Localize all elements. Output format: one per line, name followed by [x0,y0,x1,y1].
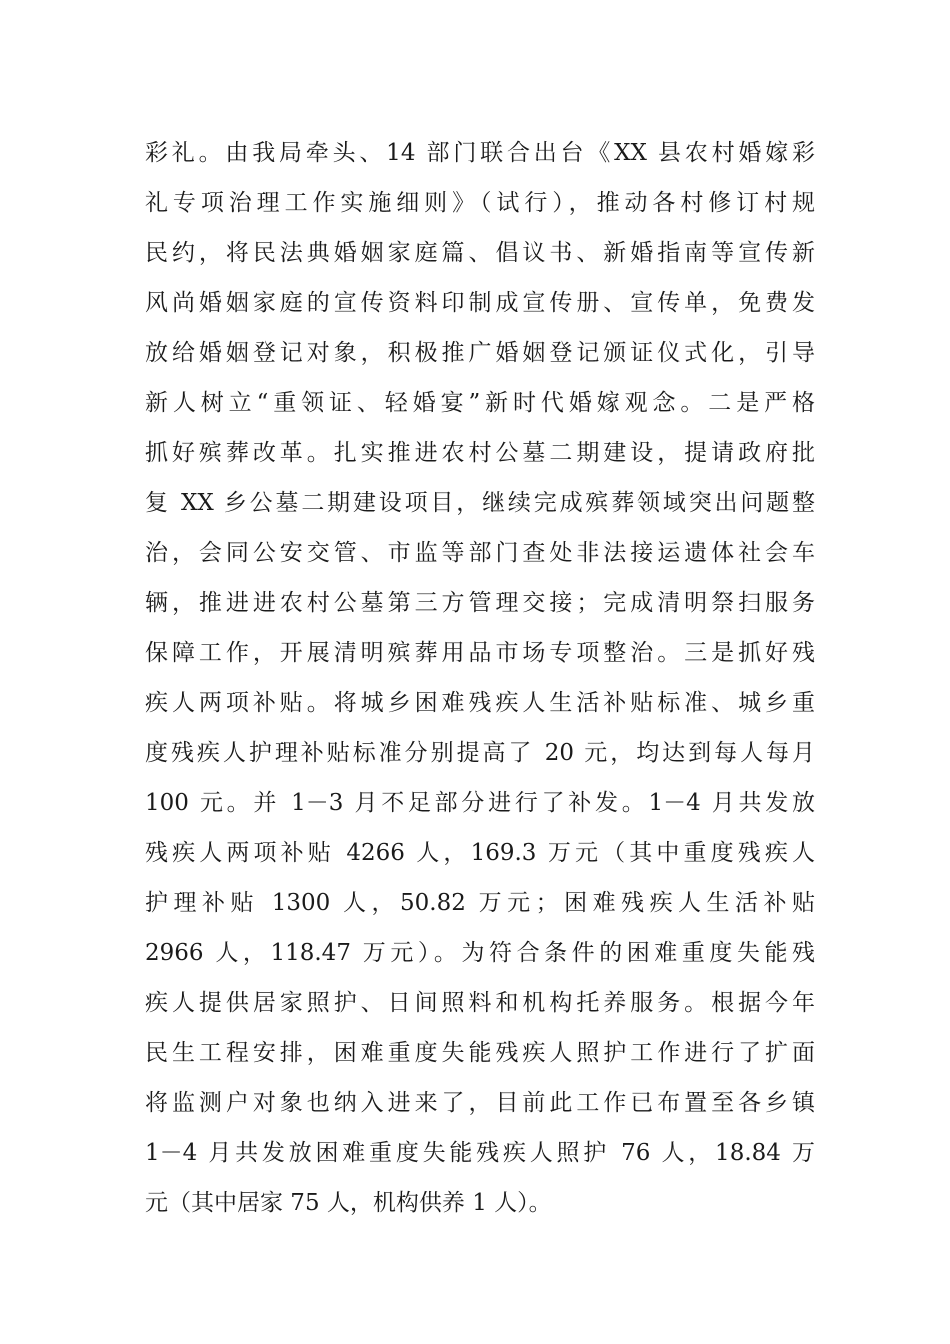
text-line-12: 疾人两项补贴。将城乡困难残疾人生活补贴标准、城乡重 [145,690,815,716]
text-line-2: 礼专项治理工作实施细则》（试行），推动各村修订村规 [145,190,815,216]
text-line-6: 新人树立“重领证、轻婚宴”新时代婚嫁观念。二是严格 [145,390,815,416]
text-line-22: 元（其中居家 75 人，机构供养 1 人）。 [145,1190,552,1216]
text-line-5: 放给婚姻登记对象，积极推广婚姻登记颁证仪式化，引导 [145,340,815,366]
text-line-14: 100 元。并 1－3 月不足部分进行了补发。1－4 月共发放 [145,790,815,816]
text-line-15: 残疾人两项补贴 4266 人，169.3 万元（其中重度残疾人 [145,840,815,866]
text-line-1: 彩礼。由我局牵头、14 部门联合出台《XX 县农村婚嫁彩 [145,140,815,166]
text-line-13: 度残疾人护理补贴标准分别提高了 20 元，均达到每人每月 [145,740,815,766]
text-line-18: 疾人提供居家照护、日间照料和机构托养服务。根据今年 [145,990,815,1016]
text-line-9: 治，会同公安交管、市监等部门查处非法接运遗体社会车 [145,540,815,566]
body-paragraph [145,128,815,1228]
text-line-3: 民约，将民法典婚姻家庭篇、倡议书、新婚指南等宣传新 [145,240,815,266]
text-line-21: 1－4 月共发放困难重度失能残疾人照护 76 人，18.84 万 [145,1140,815,1166]
text-line-11: 保障工作，开展清明殡葬用品市场专项整治。三是抓好残 [145,640,815,666]
text-line-8: 复 XX 乡公墓二期建设项目，继续完成殡葬领域突出问题整 [145,490,815,516]
text-line-19: 民生工程安排，困难重度失能残疾人照护工作进行了扩面 [145,1040,815,1066]
text-line-7: 抓好殡葬改革。扎实推进农村公墓二期建设，提请政府批 [145,440,815,466]
text-line-4: 风尚婚姻家庭的宣传资料印制成宣传册、宣传单，免费发 [145,290,815,316]
text-line-10: 辆，推进进农村公墓第三方管理交接；完成清明祭扫服务 [145,590,815,616]
text-line-16: 护理补贴 1300 人，50.82 万元；困难残疾人生活补贴 [145,890,815,916]
text-line-17: 2966 人，118.47 万元）。为符合条件的困难重度失能残 [145,940,815,966]
text-line-20: 将监测户对象也纳入进来了，目前此工作已布置至各乡镇 [145,1090,815,1116]
